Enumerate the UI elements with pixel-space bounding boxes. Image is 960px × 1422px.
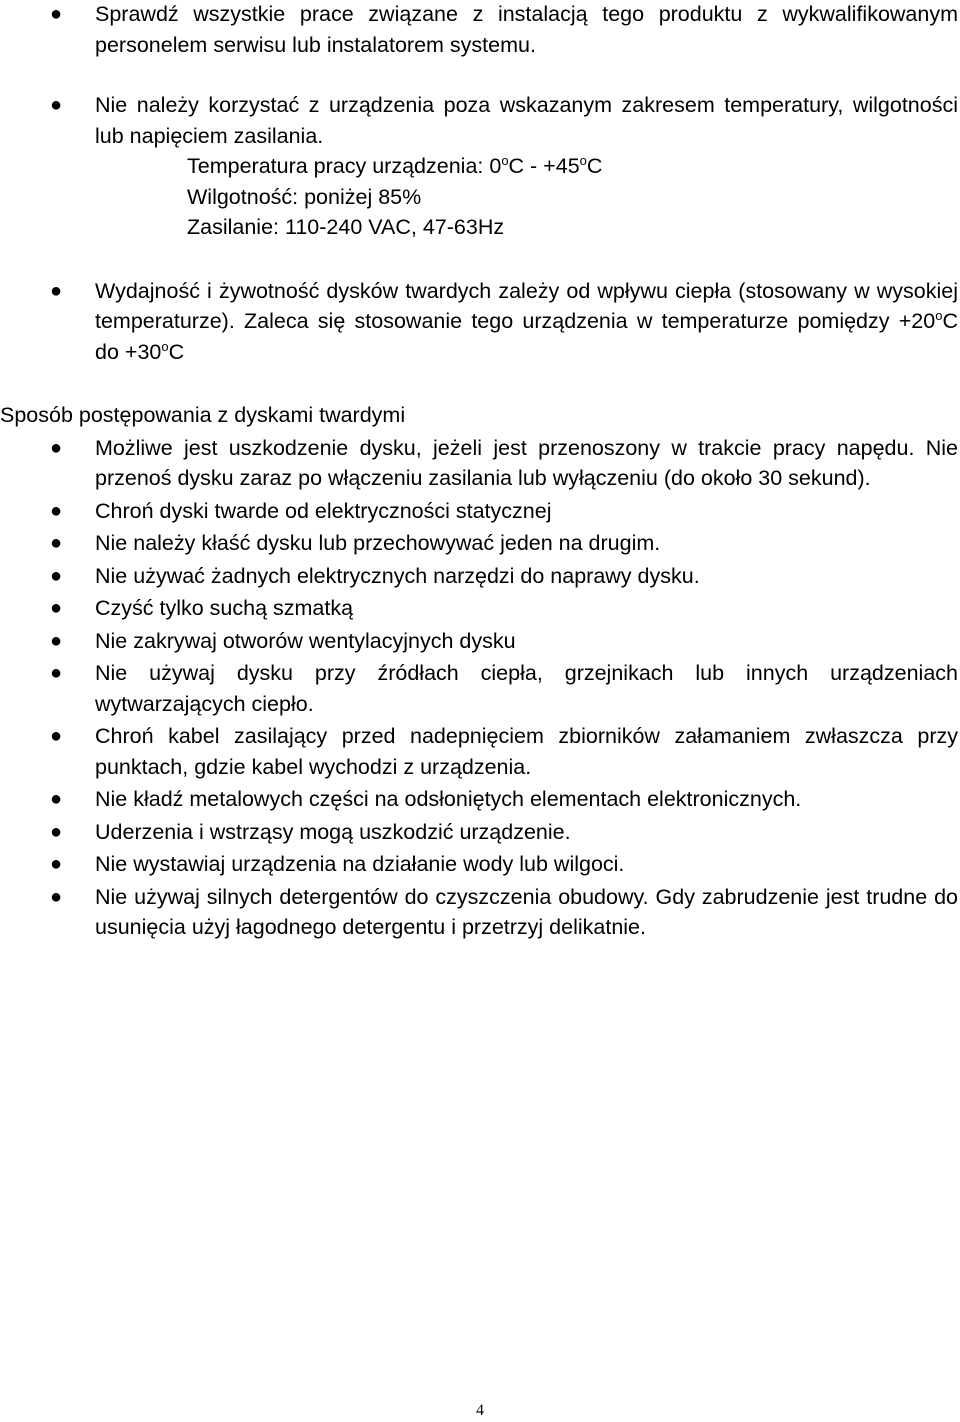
list-item: ● Chroń kabel zasilający przed nadepnięciem zbiorników załamaniem zwłaszcza przy punktach, gdzie kabel wychodzi z urządzenia. — [0, 721, 960, 782]
bullet-icon: ● — [50, 725, 63, 747]
section-heading: Sposób postępowania z dyskami twardymi — [0, 403, 406, 427]
bullet-icon: ● — [50, 662, 63, 684]
list-item: ● Nie należy kłaść dysku lub przechowywać jeden na drugim. — [0, 528, 960, 559]
list-item: ● Wydajność i żywotność dysków twardych zależy od wpływu ciepła (stosowany w wysokiej temperaturze). Zaleca się stosowanie tego urządzenia w temperaturze pomiędzy $+20^oC$ do $+30^oC$ — [0, 276, 960, 368]
bullet-icon: ● — [50, 885, 63, 908]
bullet-icon: ● — [50, 597, 63, 619]
list-item: ● Nie zakrywaj otworów wentylacyjnych dysku — [0, 626, 960, 657]
list-item: ● Uderzenia i wstrząsy mogą uszkodzić urządzenie. — [0, 817, 960, 848]
list-item: ● Nie używaj dysku przy źródłach ciepła, grzejnikach lub innych urządzeniach wytwarzających ciepło. — [0, 658, 960, 719]
spec-temperature: Temperatura pracy urządzenia: $0^oC - +45^oC$ — [187, 152, 603, 178]
list-item-text: Nie należy korzystać z urządzenia poza wskazanym zakresem temperatury, wilgotności lub napięciem zasilania. — [95, 93, 958, 148]
precautions-list — [0, 0, 960, 151]
spec-humidity: Wilgotność: poniżej 85% — [187, 184, 422, 209]
list-item — [0, 0, 960, 60]
bullet-icon: ● — [50, 788, 63, 810]
list-item: ● Czyść tylko suchą szmatką — [0, 593, 960, 624]
spec-power: Zasilanie: 110-240 VAC, 47-63Hz — [187, 215, 505, 239]
bullet-icon: ● — [50, 3, 63, 25]
list-item: ● Nie kładź metalowych części na odsłoniętych elementach elektronicznych. — [0, 784, 960, 815]
page-number: 4 — [476, 1402, 484, 1419]
operating-spec — [0, 151, 960, 243]
hdd-handling-list — [0, 433, 960, 943]
list-item: ● Chroń dyski twarde od elektryczności statycznej — [0, 496, 960, 527]
list-item-text: Sprawdź wszystkie prace związane z instalacją tego produktu z wykwalifikowanym personelem serwisu lub instalatorem systemu. — [95, 2, 958, 57]
bullet-icon: ● — [50, 499, 63, 522]
bullet-icon: ● — [50, 564, 63, 587]
list-item: ● Nie używać żadnych elektrycznych narzędzi do naprawy dysku. — [0, 561, 960, 592]
list-item: ● Nie używaj silnych detergentów do czyszczenia obudowy. Gdy zabrudzenie jest trudne do usunięcia użyj łagodnego detergentu i przetrzyj delikatnie. — [0, 882, 960, 943]
bullet-icon: ● — [50, 532, 63, 554]
list-item: ● Możliwe jest uszkodzenie dysku, jeżeli jest przenoszony w trakcie pracy napędu. Nie przenoś dysku zaraz po włączeniu zasilania lub wyłączeniu (do około 30 sekund). — [0, 433, 960, 494]
bullet-icon: ● — [50, 436, 63, 459]
heat-list — [0, 276, 960, 368]
bullet-icon: ● — [50, 853, 63, 875]
bullet-icon: ● — [50, 629, 63, 652]
bullet-icon: ● — [50, 820, 63, 843]
list-item — [0, 90, 960, 151]
list-item: ● Nie wystawiaj urządzenia na działanie wody lub wilgoci. — [0, 849, 960, 880]
bullet-icon: ● — [50, 279, 63, 302]
bullet-icon: ● — [50, 94, 63, 116]
